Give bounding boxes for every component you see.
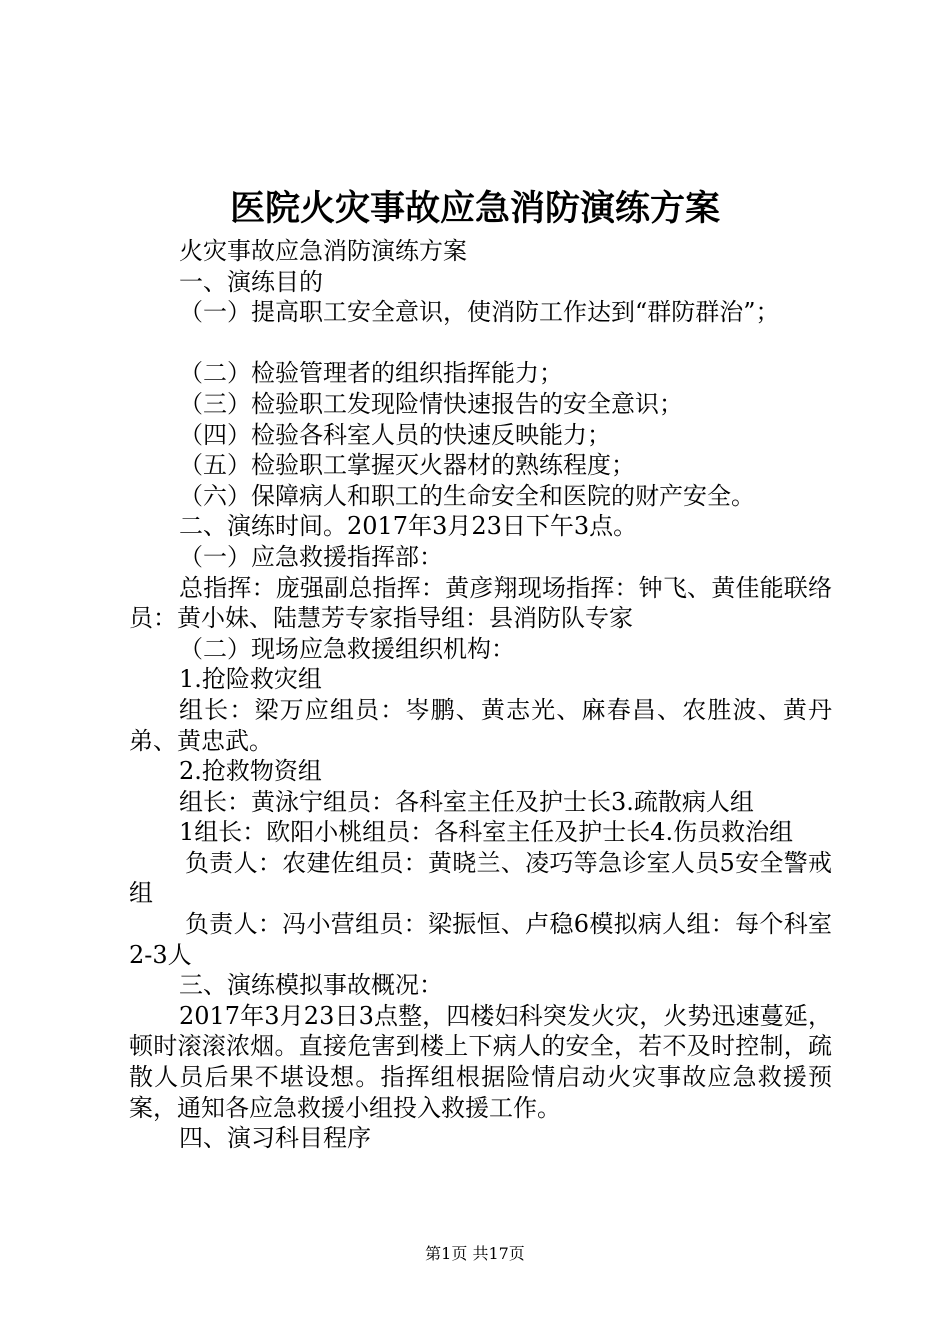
paragraph-treatment-members: 负责人：农建佐组员：黄晓兰、凌巧等急诊室人员5安全警戒组 [129, 848, 832, 908]
paragraph-rescue-group: 1.抢险救灾组 [179, 665, 322, 694]
paragraph-rescue-members: 组长：梁万应组员：岑鹏、黄志光、麻春昌、农胜波、黄丹弟、黄忠武。 [129, 695, 832, 755]
paragraph-goal-1: （一）提高职工安全意识，使消防工作达到“群防群治”； [179, 298, 780, 327]
paragraph-section-3: 三、演练模拟事故概况： [179, 971, 443, 1000]
paragraph-section-4: 四、演习科目程序 [179, 1124, 371, 1153]
paragraph-supplies-group: 2.抢救物资组 [179, 757, 322, 786]
paragraph-security-members: 负责人：冯小营组员：梁振恒、卢稳6模拟病人组：每个科室2-3人 [129, 910, 832, 969]
paragraph-evacuation-members: 1组长：欧阳小桃组员：各科室主任及护士长4.伤员救治组 [179, 818, 794, 847]
document-body [129, 236, 832, 1154]
paragraph-goal-6: （六）保障病人和职工的生命安全和医院的财产安全。 [179, 481, 755, 510]
paragraph-section-2: 二、演练时间。2017年3月23日下午3点。 [179, 512, 638, 541]
paragraph-scenario: 2017年3月23日3点整，四楼妇科突发火灾，火势迅速蔓延，顿时滚滚浓烟。直接危害到楼上下病人的安全，若不及时控制，疏散人员后果不堪设想。指挥组根据险情启动火灾事故应急救援预案，通知各应急救援小组投入救援工作。 [129, 1001, 832, 1122]
blank-line [129, 328, 832, 359]
page-footer: 第1页 共17页 [425, 1244, 525, 1263]
document-title: 医院火灾事故应急消防演练方案 [229, 188, 720, 229]
paragraph-goal-5: （五）检验职工掌握灭火器材的熟练程度； [179, 451, 635, 480]
paragraph-goal-4: （四）检验各科室人员的快速反映能力； [179, 420, 611, 449]
paragraph-command-members: 总指挥：庞强副总指挥：黄彦翔现场指挥：钟飞、黄佳能联络员：黄小妹、陆慧芳专家指导组：县消防队专家 [129, 573, 832, 633]
paragraph-organization: （二）现场应急救援组织机构： [179, 634, 515, 663]
paragraph-goal-3: （三）检验职工发现险情快速报告的安全意识； [179, 389, 683, 418]
paragraph-command-center: （一）应急救援指挥部： [179, 542, 443, 571]
paragraph-supplies-members: 组长：黄泳宁组员：各科室主任及护士长3.疏散病人组 [179, 787, 754, 816]
paragraph-subtitle: 火灾事故应急消防演练方案 [179, 237, 467, 265]
paragraph-goal-2: （二）检验管理者的组织指挥能力； [179, 359, 563, 388]
paragraph-section-1: 一、演练目的 [179, 267, 323, 296]
